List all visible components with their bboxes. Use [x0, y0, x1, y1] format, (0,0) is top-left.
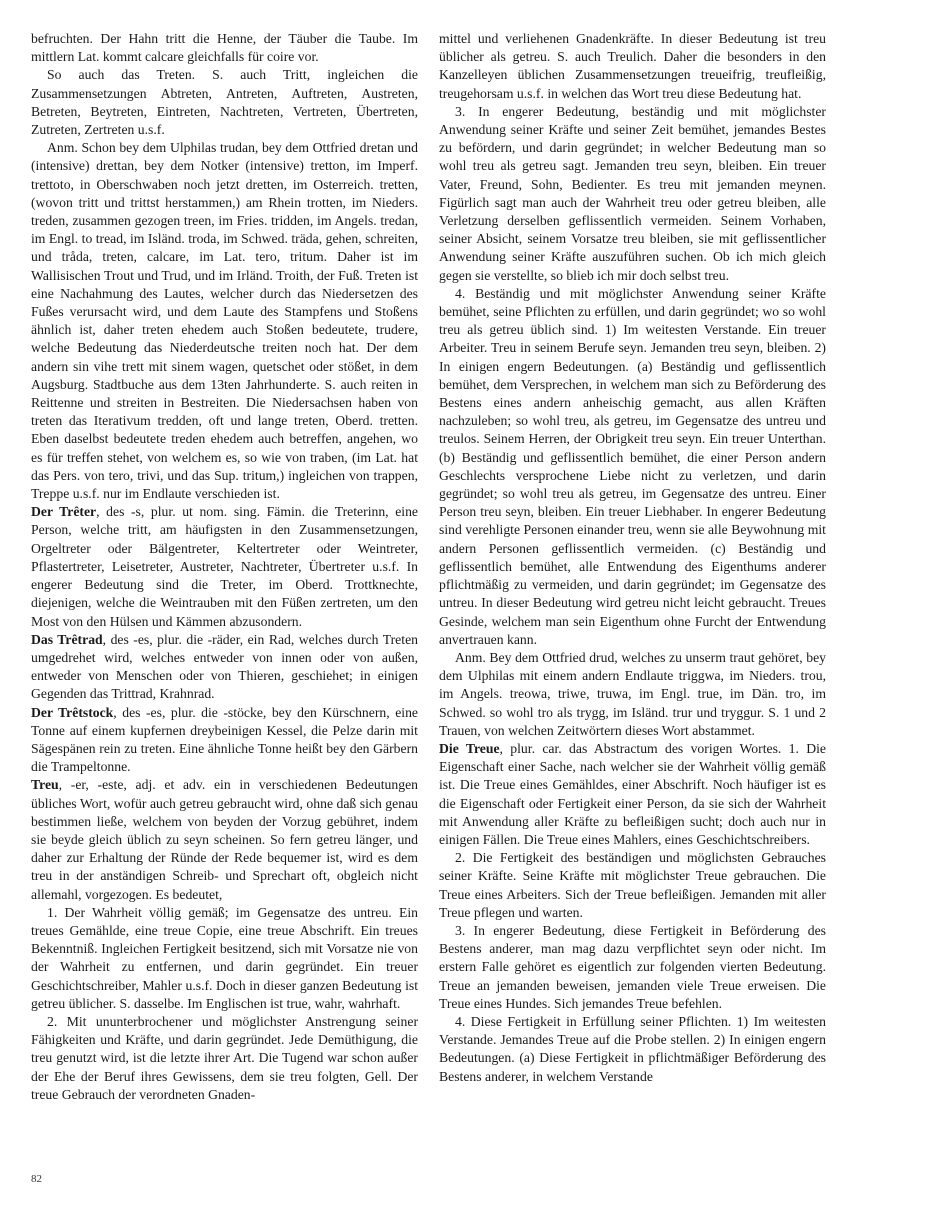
paragraph-text: , des -s, plur. ut nom. sing. Fämin. die Treterinn, eine Person, welche tritt, am häufigsten in den Zusammensetzungen, Orgeltreter oder Bälgentreter, Keltertreter oder Weintreter, Pflastertreter, Leisetreter, Austreter, Nachtreter, Übertreter u.s.f. In engerer Bedeutung sind die Treter, im Oberd. Trottknechte, diejenigen, welche die Weintrauben mit den Füßen zertreten, um den Most von den Hülsen und Kämmen abzusondern.	[31, 504, 418, 629]
paragraph-text: 4. Beständig und mit möglichster Anwendung seiner Kräfte bemühet, seine Pflichten zu erfüllen, und darin gegründet; wo so wohl treu als getreu üblich sind. 1) Im weitesten Verstande. Ein treuer Arbeiter. Treu in seinem Berufe seyn. Jemanden treu seyn, bleiben. 2) In einigen engern Bedeutungen. (a) Beständig und geflissentlich bemühet, dem Versprechen, in welchem man sich zu Beförderung des Bestens eines andern anheischig gemacht, aus allen Kräften nachzuleben; so wohl treu, als getreu, im Gegensatze des untreu und treulos. Seinem Herren, der Obrigkeit treu seyn. Ein treuer Unterthan. (b) Beständig und geflissentlich bemühet, die einer Person andern Geschlechts versprochene Liebe nicht zu verletzen, und darin gegründet; so wohl treu als getreu, im Gegensatze des untreu. Einer Person treu seyn, bleiben. Ein treuer Liebhaber. In engerer Bedeutung sind verehligte Personen einander treu, wenn sie alle Beywohnung mit andern Personen geflissentlich vermeiden. (c) Beständig und geflissentlich bemühet, alle Entwendung des Eigenthums anderer pflichtmäßig zu vermeiden, und darin gegründet; im Gegensatze des untreu. In dieser Bedeutung wird getreu nicht leicht gebraucht. Treues Gesinde, welchem man sein Eigenthum ohne Furcht der Entwendung anvertrauen kann.	[439, 285, 826, 647]
entry-headword: Das Trêtrad	[31, 631, 103, 647]
paragraph	[31, 66, 418, 139]
paragraph-text: 2. Mit ununterbrochener und möglichster Anstrengung seiner Fähigkeiten und Kräfte, und darin gegründet. Jede Demüthigung, die treu genutzt wird, ist die letzte ihrer Art. Die Tugend war schon außer der Ehe der Beruf ihres Gewissens, dem sie treu folgten, Gell. Der treue Gebrauch der verordneten Gnaden-	[31, 1013, 418, 1102]
paragraph-text: mittel und verliehenen Gnadenkräfte. In dieser Bedeutung ist treu üblicher als getreu. S. auch Treulich. Daher die besonders in den Kanzelleyen üblichen Zusammensetzungen treueifrig, treufleißig, treugehorsam u.s.f. in welchen das Wort treu diese Bedeutung hat.	[439, 31, 826, 101]
dictionary-entry	[31, 631, 418, 704]
paragraph-text: 3. In engerer Bedeutung, beständig und mit möglichster Anwendung seiner Kräfte und seiner Zeit bemühet, jemandes Bestes zu befördern, und darin gegründet; in welcher Bedeutung man so wohl treu als getreu sagt. Jemanden treu seyn, bleiben. Ein treuer Vater, Freund, Sohn, Bedienter. Es treu mit jemanden meynen. Figürlich sagt man auch der Wahrheit treu oder getreu bleiben, alle Verletzung derselben geflissentlich vermeiden. Seinem Vorhaben, seiner Absicht, seinem Vorsatze treu bleiben, sie mit geflissentlicher Anwendung seiner Kräfte auszuführen suchen. Ob ich mich gleich gegen sie verstellte, so blieb ich mir doch selbst treu.	[439, 103, 826, 283]
paragraph-text: Anm. Schon bey dem Ulphilas trudan, bey dem Ottfried dretan und (intensive) drettan, bey dem Notker (intensive) tretton, im Imperf. trettoto, in Oberschwaben noch jetzt dretten, im Osterreich. tretten, (wovon tritt und trittst herstammen,) am Rhein trotten, im Nieders. treden, zusammen gezogen treen, im Fries. tridden, im Angels. tredan, im Engl. to tread, im Isländ. troda, im Schwed. träda, gehen, schreiten, und tråda, treten, calcare, im Lat. tero, tritum. Daher ist im Wallisischen Trout und Trud, und im Irländ. Troith, der Fuß. Treten ist eine Nachahmung des Lautes, welcher durch das Niedersetzen des Fußes verursacht wird, und dem Laute des Stampfens und Stoßens ähnlich ist, daher treten ehedem auch Stoßen bedeutete, trudere, welche Bedeutung das Niederdeutsche treiten noch hat. Der dem andern sin vihe trett mit sinem wagen, quetschet oder stößet, in dem Augsburg. Stadtbuche aus dem 13ten Jahrhunderte. S. auch reiten in Reittenne und streiten in Bestreiten. Die Niedersachsen haben von treten das Iterativum tredden, oft und lange treten, Oberd. tretten. Eben daselbst bedeutete treden ehedem auch betreffen, angehen, wo es für treffen stehet, von welchem es, so wie von traben, (im Lat. hat das Pers. von tero, trivi, und das Sup. tritum,) ingleichen von trappen, Treppe u.s.f. nur im Endlaute verschieden ist.	[31, 140, 418, 502]
paragraph	[31, 139, 418, 503]
paragraph	[439, 103, 826, 285]
paragraph	[439, 285, 826, 649]
paragraph	[439, 30, 826, 103]
paragraph	[31, 30, 418, 66]
paragraph-text: 4. Diese Fertigkeit in Erfüllung seiner Pflichten. 1) Im weitesten Verstande. Jemandes Treue auf die Probe stellen. 2) In einigen engern Bedeutungen. (a) Diese Fertigkeit in pflichtmäßiger Beförderung des Bestens anderer, in welchem Verstande	[439, 1013, 826, 1084]
paragraph	[31, 1013, 418, 1104]
paragraph	[31, 904, 418, 1013]
paragraph-text: , des -es, plur. die -räder, ein Rad, welches durch Treten umgedrehet wird, welches entweder von innen oder von außen, entweder von Menschen oder von Thieren, geschiehet; in einigen Gegenden das Trittrad, Krahnrad.	[31, 631, 418, 702]
entry-headword: Treu	[31, 777, 59, 793]
paragraph-text: , plur. car. das Abstractum des vorigen Wortes. 1. Die Eigenschaft einer Sache, nach welcher sie der Wahrheit völlig gemäß ist. Die Treue eines Gemähldes, einer Abschrift. Noch häufiger ist es die Eigenschaft oder Fertigkeit einer Person, da sie sich der Wahrheit mit Anwendung aller Kräfte zu befleißigen sucht; doch auch nur in einigen Fällen. Die Treue eines Mahlers, eines Geschichtschreibers.	[439, 740, 826, 847]
dictionary-entry	[31, 704, 418, 777]
paragraph	[439, 922, 826, 1013]
entry-headword: Der Trêtstock	[31, 704, 114, 720]
paragraph-text: , des -es, plur. die -stöcke, bey den Kürschnern, eine Tonne auf einem kupfernen dreybeinigen Kessel, die Pelze darin mit Sägespänen rein zu treten. Eine ähnliche Tonne heißt bey den Gärbern die Trampeltonne.	[31, 704, 418, 775]
dictionary-entry	[31, 503, 418, 630]
paragraph-text: , -er, -este, adj. et adv. ein in verschiedenen Bedeutungen übliches Wort, wofür auch getreu gebraucht wird, ohne daß sich genau bestimmen ließe, welchem von beyden der Vorzug gebühret, indem sie beyde gleich üblich zu seyn scheinen. So fern getreu länger, und daher zur Erhaltung der Ründe der Rede bequemer ist, wird es dem treu in der anständigen Schreib- und Sprechart oft, obgleich nicht allemahl, vorgezogen. Es bedeutet,	[31, 777, 418, 902]
paragraph	[439, 1013, 826, 1086]
paragraph-text: So auch das Treten. S. auch Tritt, ingleichen die Zusammensetzungen Abtreten, Antreten, Auftreten, Austreten, Betreten, Beytreten, Eintreten, Nachtreten, Vertreten, Übertreten, Zutreten, Zertreten u.s.f.	[31, 67, 418, 138]
right-column	[439, 30, 826, 1086]
paragraph-text: 2. Die Fertigkeit des beständigen und möglichsten Gebrauches seiner Kräfte. Seine Kräfte mit möglichster Treue gebrauchen. Die Treue eines Arbeiters. Sich der Treue befleißigen. Jemanden mit aller Treue pflegen und warten.	[439, 850, 826, 920]
page-number: 82	[31, 1173, 42, 1185]
paragraph-text: befruchten. Der Hahn tritt die Henne, der Täuber die Taube. Im mittlern Lat. kommt calcare gleichfalls für coire vor.	[31, 31, 418, 65]
entry-headword: Der Trêter	[31, 504, 97, 520]
dictionary-entry	[439, 740, 826, 849]
paragraph-text: 3. In engerer Bedeutung, diese Fertigkeit in Beförderung des Bestens anderer, man mag dazu verpflichtet seyn oder nicht. Im erstern Falle gehöret es eigentlich zur folgenden vierten Bedeutung. Treue an jemanden beweisen, jemanden viele Treue erweisen. Die Treue eines Hundes. Sich jemandes Treue befehlen.	[439, 922, 826, 1011]
left-column	[31, 30, 418, 1104]
paragraph	[439, 849, 826, 922]
dictionary-entry	[31, 776, 418, 903]
paragraph-text: 1. Der Wahrheit völlig gemäß; im Gegensatze des untreu. Ein treues Gemählde, eine treue Copie, eine treue Abschrift. Ein treues Bekenntniß. Ingleichen Fertigkeit besitzend, sich mit Vorsatze nie von der Wahrheit zu entfernen, und darin gegründet. Ein treuer Geschichtschreiber, Mahler u.s.f. Doch in dieser ganzen Bedeutung ist getreu üblicher. S. dasselbe. Im Englischen ist true, wahr, wahrhaft.	[31, 904, 418, 1011]
dictionary-page	[31, 30, 903, 1170]
paragraph	[439, 649, 826, 740]
paragraph-text: Anm. Bey dem Ottfried drud, welches zu unserm traut gehöret, bey dem Ulphilas mit einem andern Endlaute triggwa, im Nieders. trou, im Angels. treowa, triwe, truwa, im Engl. true, im Dän. tro, im Schwed. so wohl tro als trygg, im Isländ. trur und tryggur. S. 1 und 2 Trauen, von welchen Zeitwörtern dieses Wort abstammet.	[439, 649, 826, 738]
entry-headword: Die Treue	[439, 740, 500, 756]
